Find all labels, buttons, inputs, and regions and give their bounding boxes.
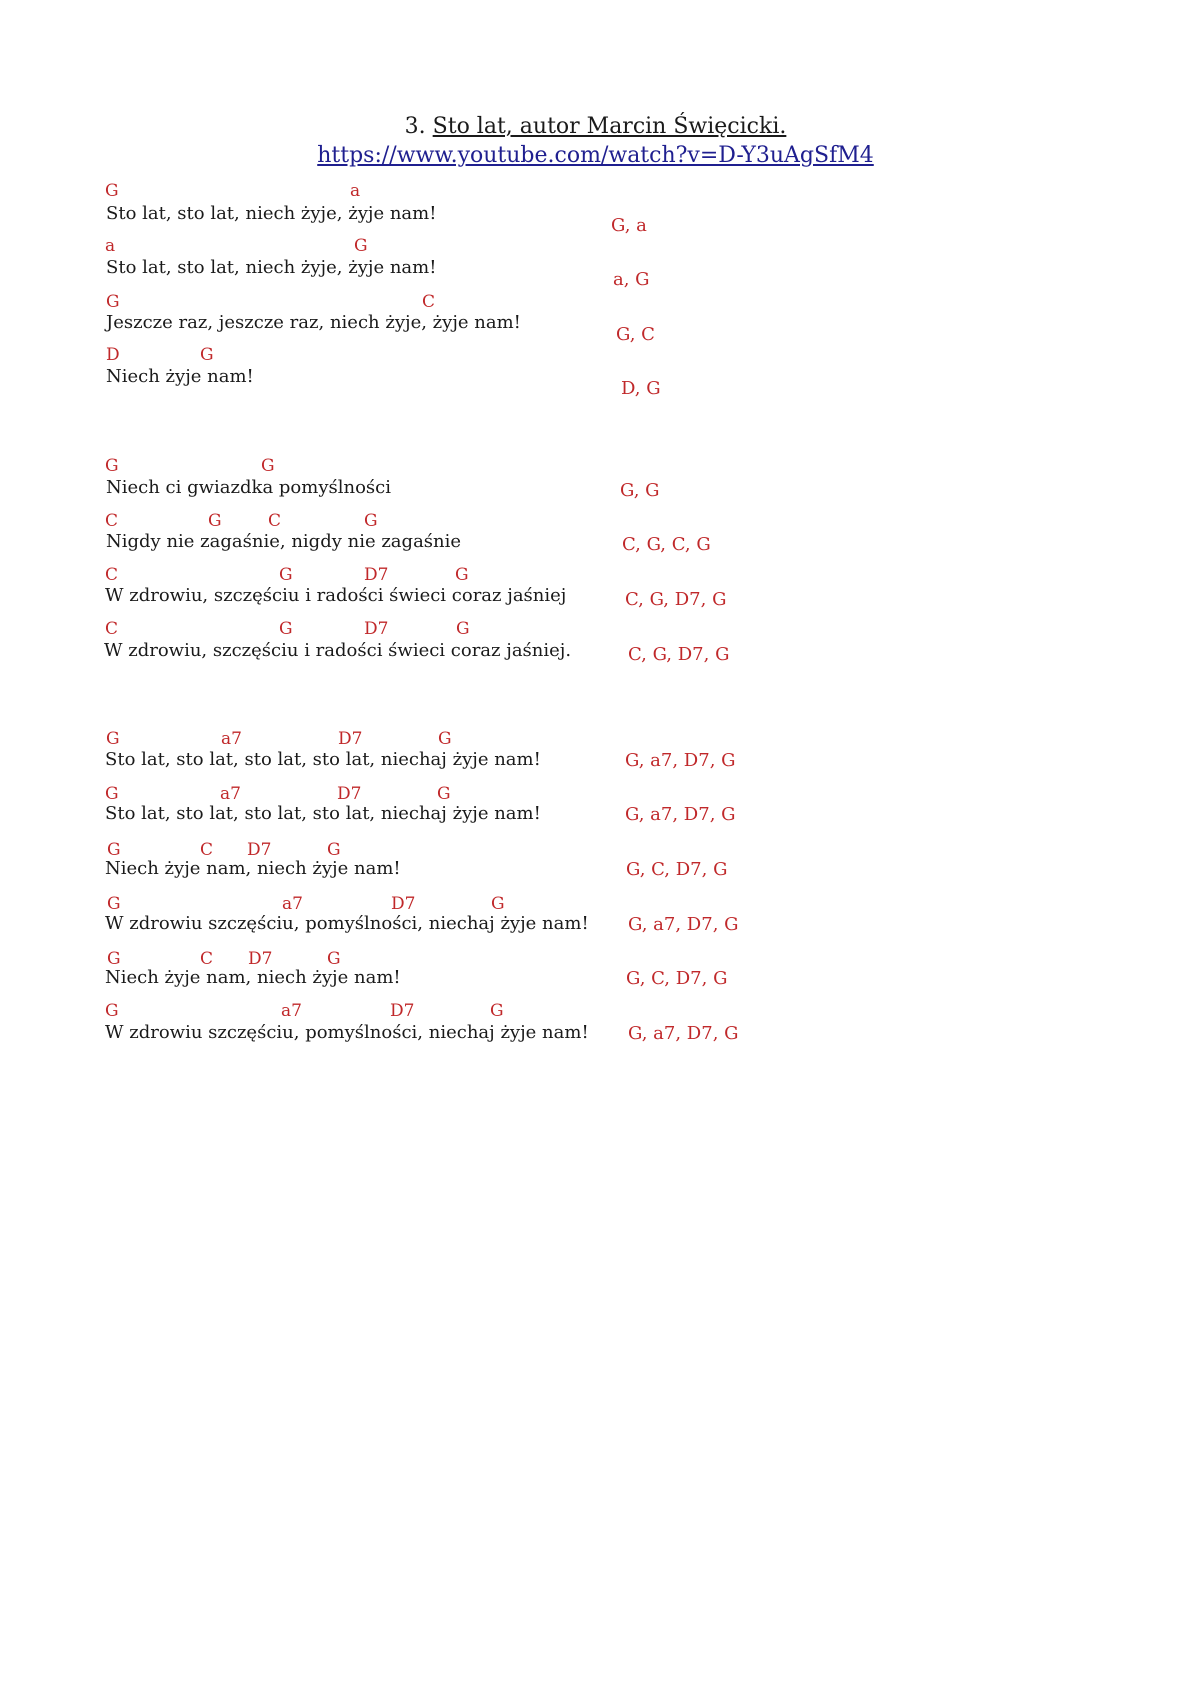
chord: G: [106, 729, 120, 749]
lyric-line: Nigdy nie zagaśnie, nigdy nie zagaśnie: [106, 531, 462, 552]
lyric-line: W zdrowiu szczęściu, pomyślności, niechaj żyje nam!: [105, 1022, 589, 1043]
chord: D7: [391, 894, 416, 914]
chord: G: [279, 565, 293, 585]
chord: a: [350, 181, 361, 201]
chord: G: [107, 840, 121, 860]
song-title-line: [0, 112, 1191, 141]
chord: G: [107, 949, 121, 969]
lyric-line: Niech żyje nam, niech żyje nam!: [105, 967, 401, 988]
chord-summary: G, C, D7, G: [626, 859, 728, 880]
chord: G: [438, 729, 452, 749]
chord: G: [490, 1001, 504, 1021]
chord-summary: G, C, D7, G: [626, 968, 728, 989]
chord: C: [422, 292, 436, 312]
chord: G: [106, 292, 120, 312]
chord-summary: D, G: [621, 378, 661, 399]
chord: G: [105, 181, 119, 201]
chord: G: [279, 619, 293, 639]
chord: C: [268, 511, 282, 531]
lyric-line: Sto lat, sto lat, sto lat, sto lat, niechaj żyje nam!: [105, 749, 541, 770]
chord: G: [105, 1001, 119, 1021]
chord: G: [105, 784, 119, 804]
chord-summary: C, G, D7, G: [625, 589, 727, 610]
chord-summary: G, a7, D7, G: [625, 750, 736, 771]
chord-summary: a, G: [613, 269, 650, 290]
chord-summary: G, a: [611, 215, 647, 236]
chord: D7: [338, 729, 363, 749]
chord: G: [456, 619, 470, 639]
chord: G: [364, 511, 378, 531]
song-number: 3.: [404, 114, 426, 139]
chord: a7: [221, 729, 242, 749]
chord: G: [261, 456, 275, 476]
chord-summary: C, G, D7, G: [628, 644, 730, 665]
chord: D7: [364, 565, 389, 585]
chord-summary: G, G: [620, 480, 660, 501]
chord: D7: [364, 619, 389, 639]
chord: C: [105, 619, 119, 639]
lyric-line: Niech ci gwiazdka pomyślności: [106, 477, 391, 498]
chord: G: [105, 456, 119, 476]
lyric-line: Niech żyje nam, niech żyje nam!: [105, 858, 401, 879]
youtube-link[interactable]: https://www.youtube.com/watch?v=D-Y3uAgSfM4: [317, 143, 874, 168]
lyric-line: Jeszcze raz, jeszcze raz, niech żyje, żyje nam!: [106, 312, 521, 333]
chord: C: [200, 840, 214, 860]
chord: D7: [248, 949, 273, 969]
chord: a7: [220, 784, 241, 804]
chord: D7: [337, 784, 362, 804]
chord: D7: [390, 1001, 415, 1021]
chord: G: [491, 894, 505, 914]
chord: G: [354, 236, 368, 256]
chord-summary: G, a7, D7, G: [625, 804, 736, 825]
chord: D: [106, 345, 120, 365]
chord-summary: G, a7, D7, G: [628, 1023, 739, 1044]
chord: D7: [247, 840, 272, 860]
lyric-line: Sto lat, sto lat, sto lat, sto lat, niechaj żyje nam!: [105, 803, 541, 824]
chord: G: [437, 784, 451, 804]
lyric-line: W zdrowiu, szczęściu i radości świeci coraz jaśniej: [105, 585, 567, 606]
chord: C: [105, 511, 119, 531]
chord: G: [107, 894, 121, 914]
lyric-line: W zdrowiu, szczęściu i radości świeci coraz jaśniej.: [104, 640, 572, 661]
chord: G: [200, 345, 214, 365]
chord: G: [455, 565, 469, 585]
lyric-line: Niech żyje nam!: [106, 366, 254, 387]
chord-summary: G, a7, D7, G: [628, 914, 739, 935]
chord: G: [327, 840, 341, 860]
lyric-line: Sto lat, sto lat, niech żyje, żyje nam!: [106, 257, 437, 278]
chord: C: [200, 949, 214, 969]
song-title: Sto lat, autor Marcin Święcicki.: [432, 114, 787, 139]
title-block: [0, 112, 1191, 170]
lyric-line: W zdrowiu szczęściu, pomyślności, niechaj żyje nam!: [105, 913, 589, 934]
chord-summary: C, G, C, G: [622, 534, 711, 555]
lyric-line: Sto lat, sto lat, niech żyje, żyje nam!: [106, 203, 437, 224]
chord: G: [208, 511, 222, 531]
chord: a7: [282, 894, 303, 914]
chord: a: [105, 236, 116, 256]
chord: C: [105, 565, 119, 585]
chord: a7: [281, 1001, 302, 1021]
chord-summary: G, C: [616, 324, 655, 345]
chord: G: [327, 949, 341, 969]
